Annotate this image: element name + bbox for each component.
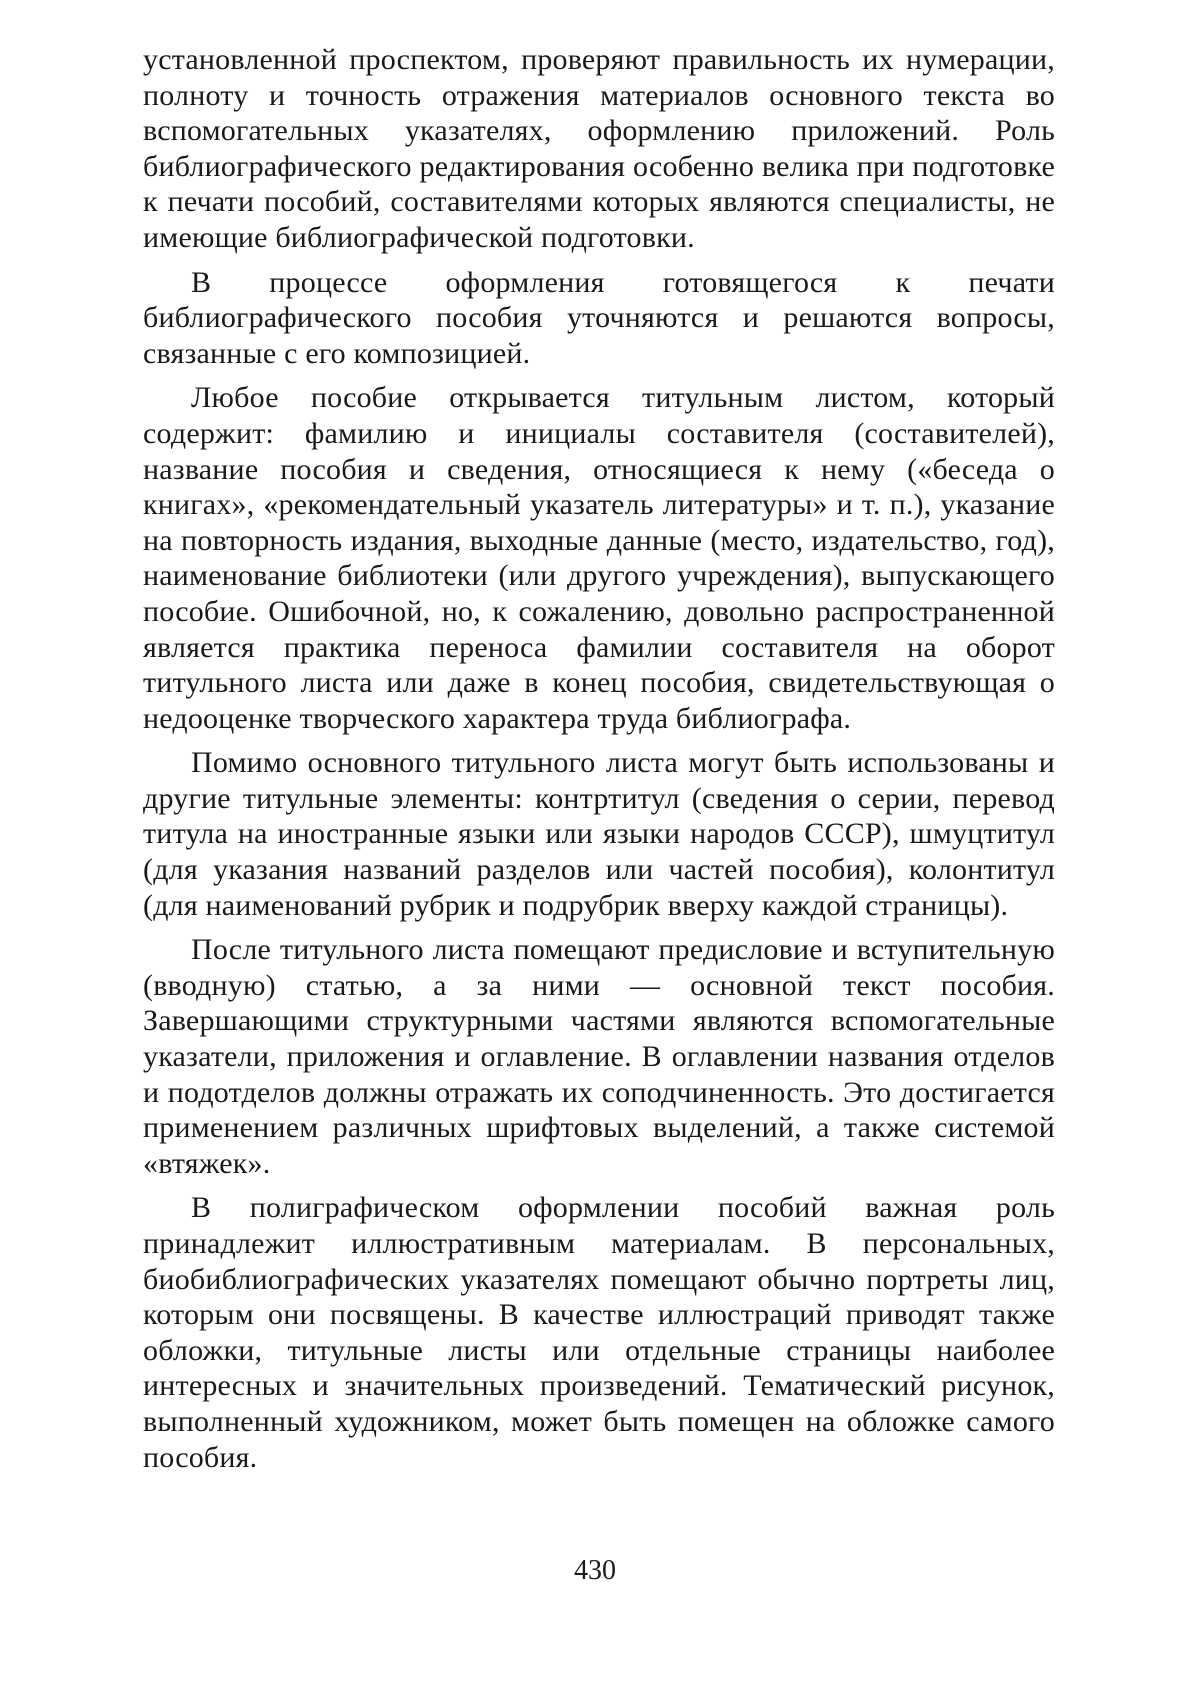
paragraph-illustrations: В полиграфическом оформлении пособий важная роль принадлежит иллюстративным материалам. В персональных, биобиблиографических указателях помещают обычно портреты лиц, которым они посвящены. В качестве иллюстраций приводят также обложки, титульные листы или отдельные страницы наиболее интересных и значительных произведений. Тематический рисунок, выполненный художником, может быть помещен на обложке самого пособия.	[143, 1191, 1055, 1474]
paragraph-structure: После титульного листа помещают предисловие и вступительную (вводную) статью, а за ними — основной текст пособия. Завершающими структурными частями являются вспомогательные указатели, приложения и оглавление. В оглавлении названия отделов и подотделов должны отражать их соподчиненность. Это достигается применением различных шрифтовых выделений, а также системой «втяжек».	[143, 933, 1055, 1180]
paragraph-composition: В процессе оформления готовящегося к печати библиографического пособия уточняются и решаются вопросы, связанные с его композицией.	[143, 265, 1055, 370]
paragraph-continuation: установленной проспектом, проверяют правильность их нумерации, полноту и точность отражения материалов основного текста во вспомогательных указателях, оформлению приложений. Роль библиографического редактирования особенно велика при подготовке к печати пособий, составителями которых являются специалисты, не имеющие библиографической подготовки.	[143, 43, 1055, 254]
page-body	[143, 42, 1055, 1484]
paragraph-title-elements: Помимо основного титульного листа могут быть использованы и другие титульные элементы: контртитул (сведения о серии, перевод титула на иностранные языки или языки народов СССР), шмуцтитул (для указания названий разделов или частей пособия), колонтитул (для наименований рубрик и подрубрик вверху каждой страницы).	[143, 746, 1055, 922]
paragraph-title-page: Любое пособие открывается титульным листом, который содержит: фамилию и инициалы составителя (составителей), название пособия и сведения, относящиеся к нему («беседа о книгах», «рекомендательный указатель литературы» и т. п.), указание на повторность издания, выходные данные (место, издательство, год), наименование библиотеки (или другого учреждения), выпускающего пособие. Ошибочной, но, к сожалению, довольно распространенной является практика переноса фамилии составителя на оборот титульного листа или даже в конец пособия, свидетельствующая о недооценке творческого характера труда библиографа.	[143, 381, 1055, 735]
page-number: 430	[574, 1555, 616, 1586]
